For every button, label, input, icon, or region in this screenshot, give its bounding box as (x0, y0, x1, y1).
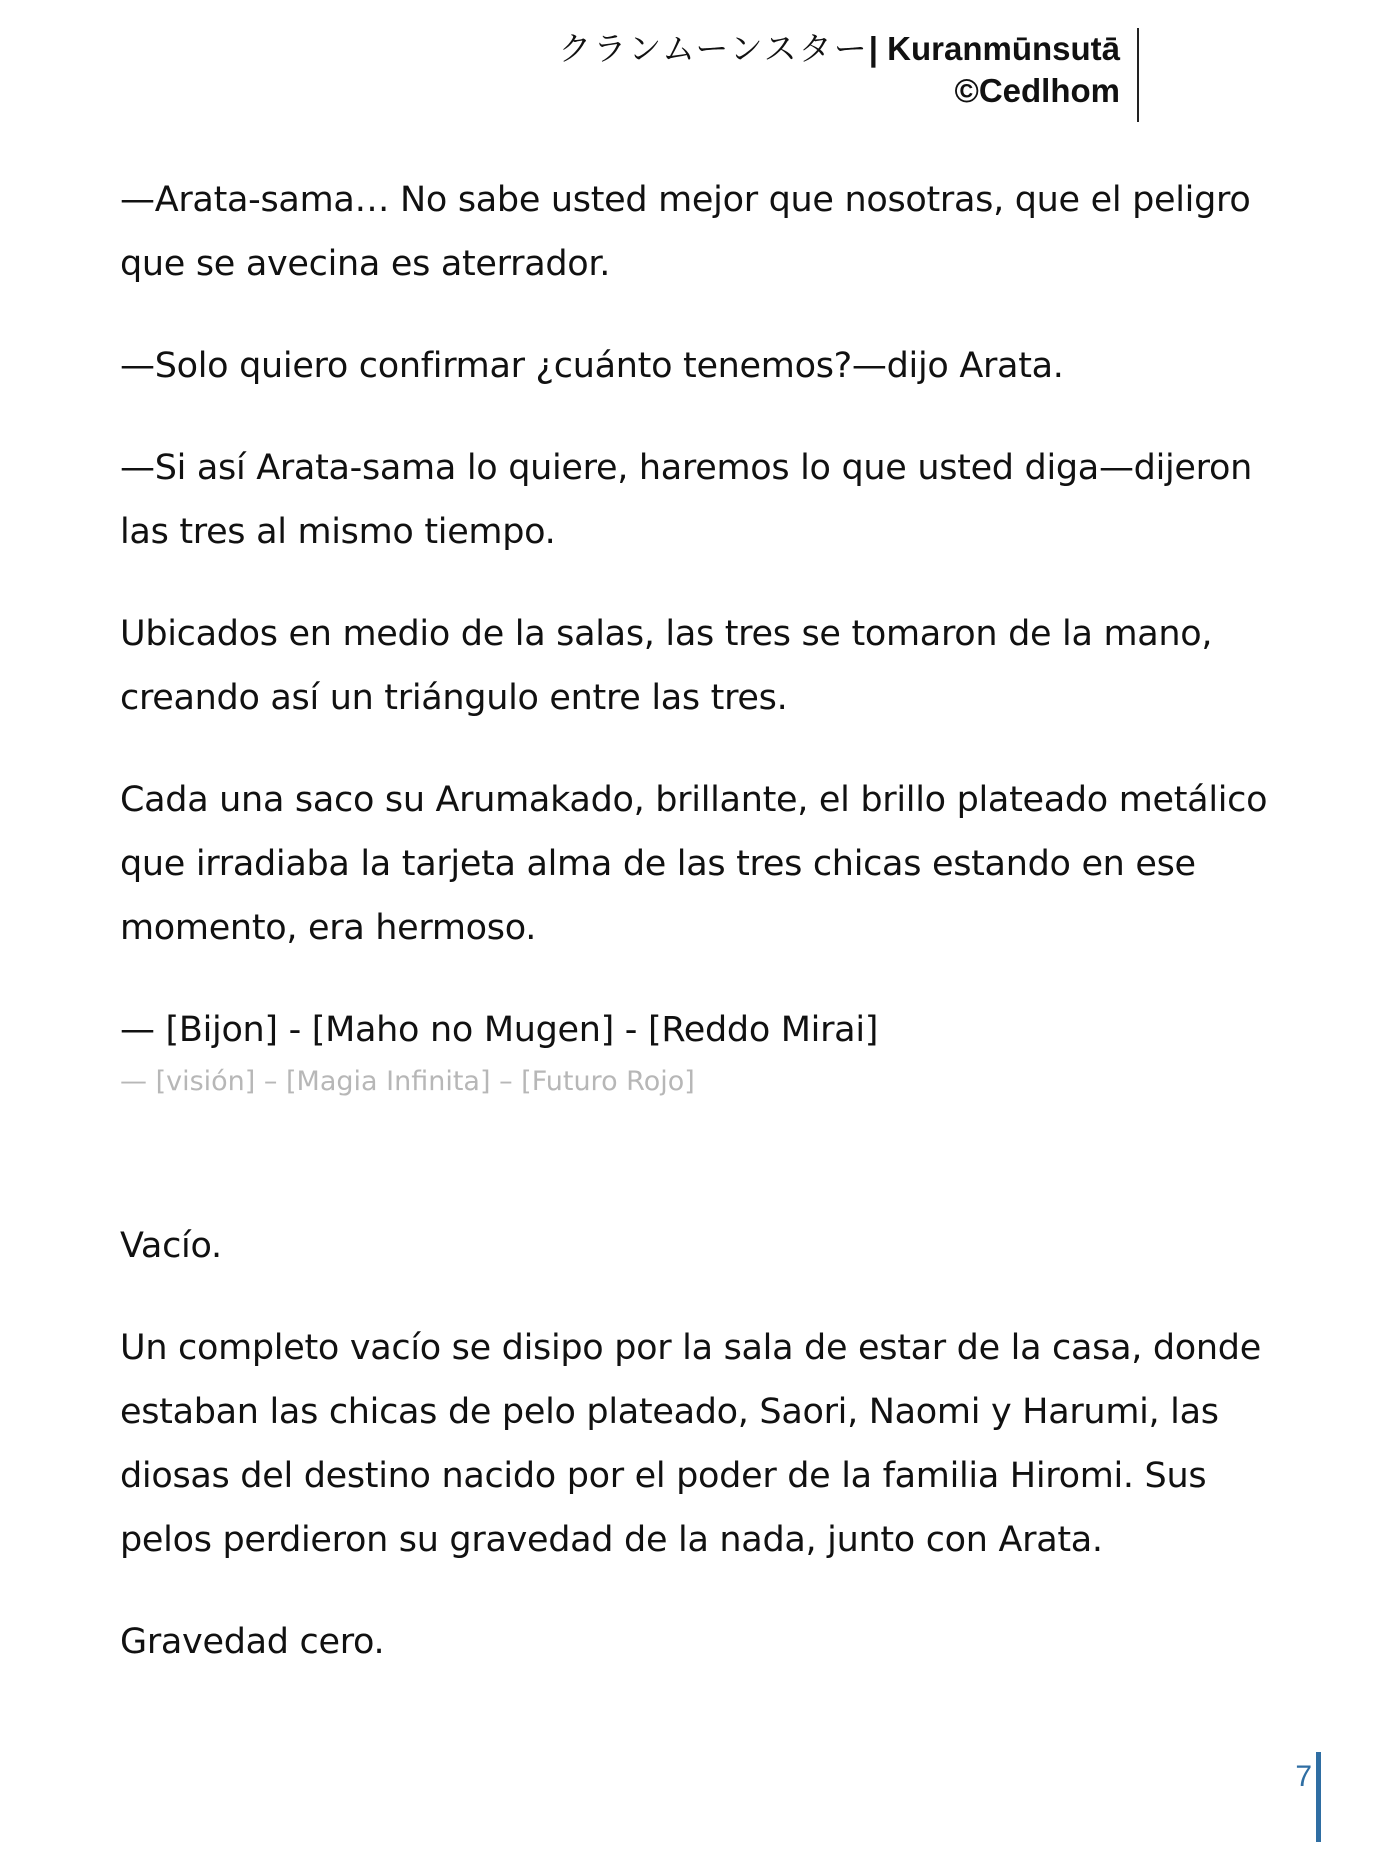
header-title-japanese: クランムーンスター (558, 29, 869, 68)
page-number: 7 (1295, 1760, 1312, 1793)
header-separator: | (868, 30, 878, 67)
document-body (120, 168, 1300, 1712)
paragraph-vacio: Vacío. (120, 1226, 222, 1266)
attack-names: — [Bijon] - [Maho no Mugen] - [Reddo Mirai] (120, 1010, 879, 1050)
paragraph-5: Cada una saco su Arumakado, brillante, el brillo plateado metálico que irradiaba la tarjeta alma de las tres chicas estando en ese momento, era hermoso. (120, 780, 1268, 948)
paragraph-3: —Si así Arata-sama lo quiere, haremos lo que usted diga—dijeron las tres al mismo tiempo. (120, 448, 1252, 552)
page-header (220, 28, 1120, 112)
paragraph-2: —Solo quiero confirmar ¿cuánto tenemos?—dijo Arata. (120, 346, 1064, 386)
header-vertical-rule (1137, 28, 1139, 122)
paragraph-4: Ubicados en medio de la salas, las tres se tomaron de la mano, creando así un triángulo entre las tres. (120, 614, 1213, 718)
page-number-rule (1316, 1752, 1321, 1842)
paragraph-7: Un completo vacío se disipo por la sala de estar de la casa, donde estaban las chicas de pelo plateado, Saori, Naomi y Harumi, las diosas del destino nacido por el poder de la familia Hiromi. Sus pelos perdieron su gravedad de la nada, junto con Arata. (120, 1328, 1261, 1560)
header-copyright: ©Cedlhom (954, 72, 1120, 109)
header-title-line (220, 28, 1120, 70)
paragraph-1: —Arata-sama… No sabe usted mejor que nosotras, que el peligro que se avecina es aterrador. (120, 180, 1251, 284)
attack-translation-note: — [visión] – [Magia Infinita] – [Futuro Rojo] (120, 1066, 695, 1097)
paragraph-gravedad: Gravedad cero. (120, 1622, 385, 1662)
header-title-romaji: Kuranmūnsutā (887, 30, 1120, 67)
